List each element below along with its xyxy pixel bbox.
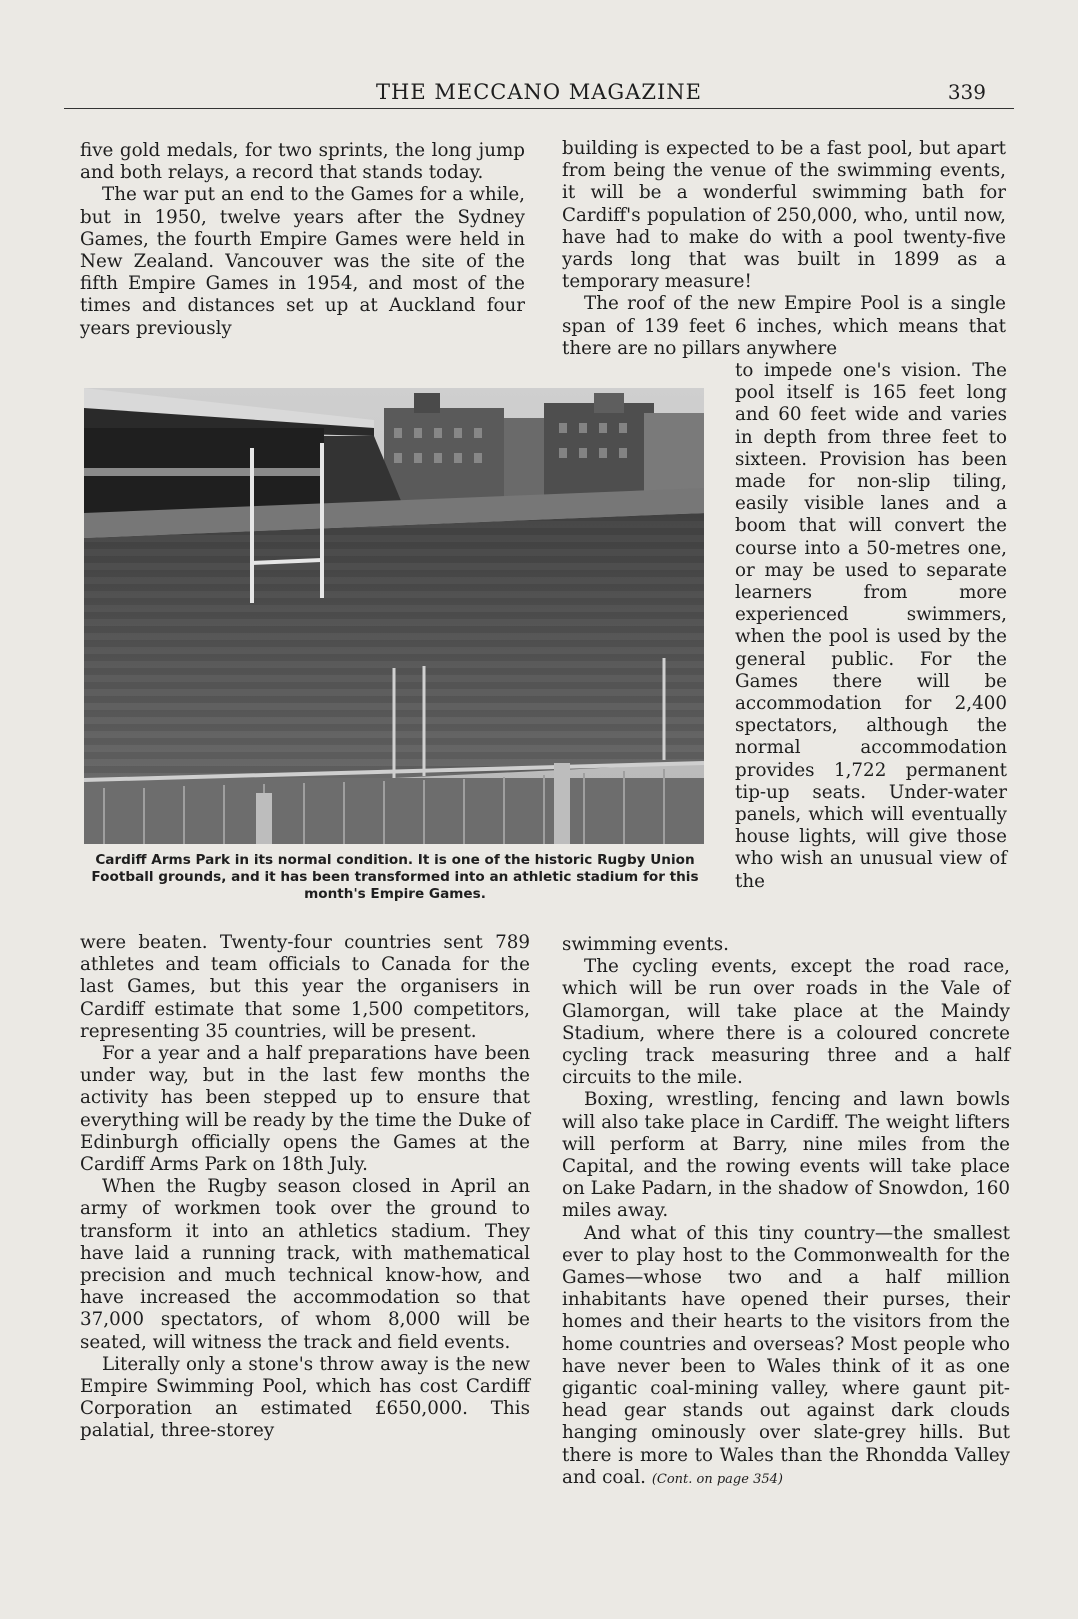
stadium-photo: [84, 388, 704, 844]
paragraph: For a year and a half preparations have been under way, but in the last few months the activity has been stepped up to ensure that everything will be ready by the time the Duke of Edinburgh officially opens the Games at the Cardiff Arms Park on 18th July.: [80, 1043, 530, 1176]
paragraph: The cycling events, except the road race, which will be run over roads in the Vale of Glamorgan, will take place at the Maindy Stadium, where there is a coloured concrete cycling track measuring three and a half circuits to the mile.: [562, 956, 1010, 1089]
paragraph: swimming events.: [562, 934, 729, 955]
photo-caption: Cardiff Arms Park in its normal condition. It is one of the historic Rugby Union Football grounds, and it has been transformed into an athletic stadium for this month's Empire Games.: [91, 852, 699, 902]
page-header: [64, 80, 1014, 109]
column-right-narrow: [735, 360, 1007, 893]
paragraph: Boxing, wrestling, fencing and lawn bowls will also take place in Cardiff. The weight lifters will perform at Barry, nine miles from the Capital, and the rowing events will take place on Lake Padarn, in the shadow of Snowdon, 160 miles away.: [562, 1089, 1010, 1222]
paragraph: The war put an end to the Games for a while, but in 1950, twelve years after the Sydney Games, the fourth Empire Games were held in New Zealand. Vancouver was the site of the fifth Empire Games in 1954, and most of the times and distances set up at Auckland four years previously: [80, 184, 525, 339]
magazine-title: THE MECCANO MAGAZINE: [376, 80, 702, 104]
paragraph: When the Rugby season closed in April an army of workmen took over the ground to transform it into an athletics stadium. They have laid a running track, with mathematical precision and much technical know-how, and have increased the accommodation so that 37,000 spectators, of whom 8,000 will be seated, will witness the track and field events.: [80, 1176, 530, 1353]
paragraph-text: And what of this tiny country—the smallest ever to play host to the Commonwealth for the Games—whose two and a half million inhabitants have opened their purses, their homes and their hearts to the visitors from the home countries and overseas? Most people who have never been to Wales think of it as one gigantic coal-mining valley, where gaunt pit-head gear stands out against dark clouds hanging ominously over slate-grey hills. But there is more to Wales than the Rhondda Valley and coal.: [562, 1222, 1010, 1488]
paragraph: [562, 1223, 1010, 1491]
paragraph: The roof of the new Empire Pool is a single span of 139 feet 6 inches, which means that there are no pillars anywhere: [562, 293, 1006, 359]
continuation-note: (Cont. on page 354): [651, 1471, 783, 1487]
page-number: 339: [947, 80, 986, 104]
column-left-bottom: [80, 932, 530, 1443]
paragraph: were beaten. Twenty-four countries sent 789 athletes and team officials to Canada for the last Games, but this year the organisers in Cardiff estimate that some 1,500 competitors, representing 35 countries, will be present.: [80, 932, 530, 1042]
paragraph: Literally only a stone's throw away is the new Empire Swimming Pool, which has cost Cardiff Corporation an estimated £650,000. This palatial, three-storey: [80, 1353, 530, 1442]
column-right-bottom: [562, 934, 1010, 1491]
column-right-top: [562, 138, 1006, 360]
paragraph: five gold medals, for two sprints, the long jump and both relays, a record that stands today.: [80, 140, 525, 184]
paragraph: to impede one's vision. The pool itself is 165 feet long and 60 feet wide and varies in depth from three feet to sixteen. Provision has been made for non-slip tiling, easily visible lanes and a boom that will convert the course into a 50-metres one, or may be used to separate learners from more experienced swimmers, when the pool is used by the general public. For the Games there will be accommodation for 2,400 spectators, although the normal accommodation provides 1,722 permanent tip-up seats. Under-water panels, which will eventually house lights, will give those who wish an unusual view of the: [735, 360, 1007, 892]
paragraph: building is expected to be a fast pool, but apart from being the venue of the swimming events, it will be a wonderful swimming bath for Cardiff's population of 250,000, who, until now, have had to make do with a pool twenty-five yards long that was built in 1899 as a temporary measure!: [562, 138, 1006, 293]
column-left-top: [80, 140, 525, 340]
